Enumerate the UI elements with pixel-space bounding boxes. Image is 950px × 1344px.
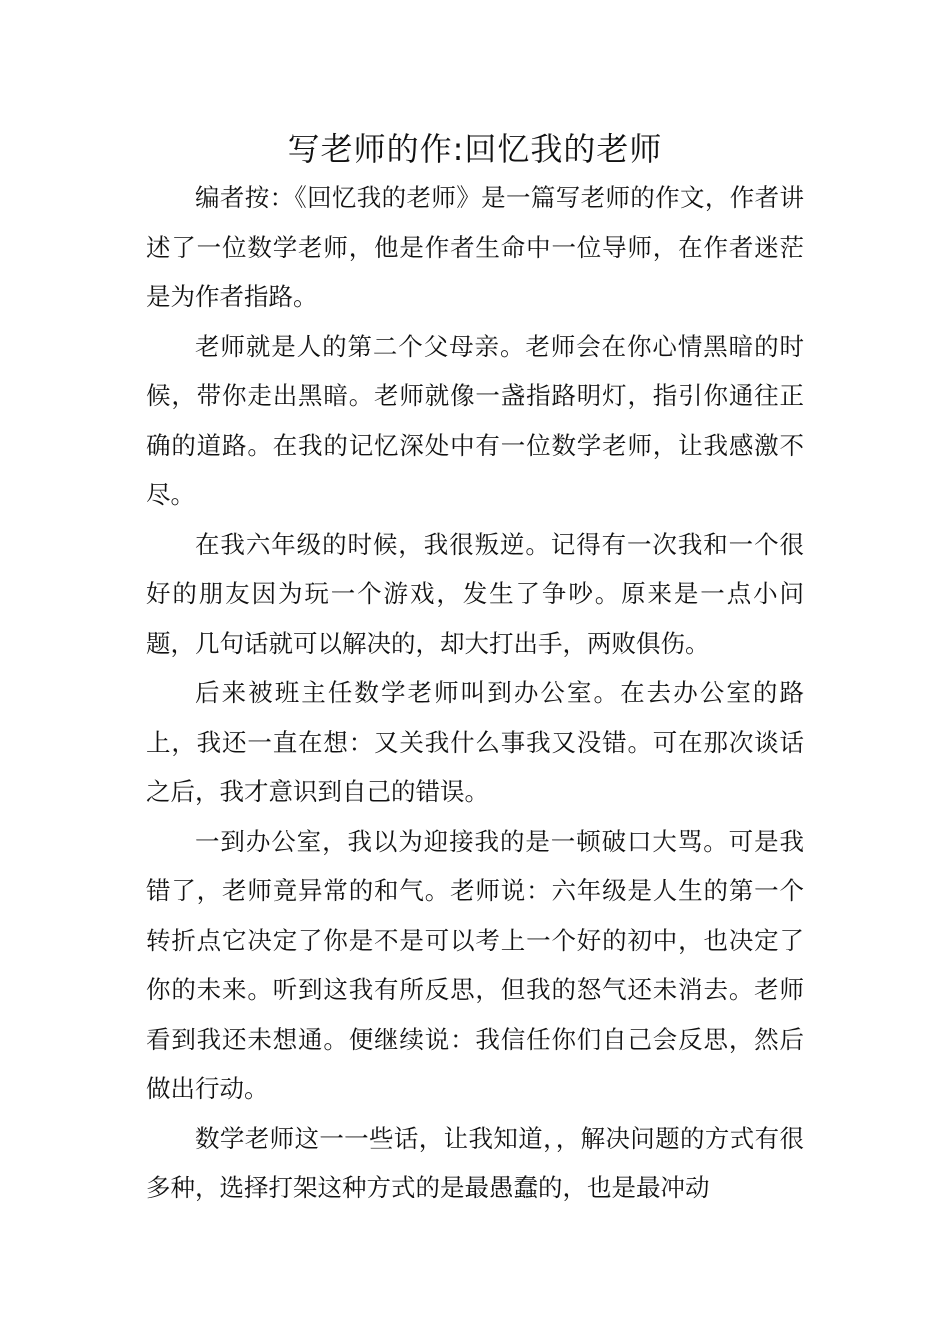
paragraph-2: 在我六年级的时候，我很叛逆。记得有一次我和一个很好的朋友因为玩一个游戏，发生了争吵。原来是一点小问题，几句话就可以解决的，却大打出手，两败俱伤。 <box>146 529 804 658</box>
document-title: 写老师的作:回忆我的老师 <box>287 130 663 168</box>
paragraph-4: 一到办公室，我以为迎接我的是一顿破口大骂。可是我错了，老师竟异常的和气。老师说：六年级是人生的第一个转折点它决定了你是不是可以考上一个好的初中，也决定了你的未来。听到这我有所反思，但我的怒气还未消去。老师看到我还未想通。便继续说：我信任你们自己会反思，然后做出行动。 <box>146 826 804 1103</box>
paragraph-5: 数学老师这一一些话，让我知道，，解决问题的方式有很多种，选择打架这种方式的是最愚蠢的，也是最冲动 <box>146 1123 804 1202</box>
paragraph-editor-note: 编者按：《回忆我的老师》是一篇写老师的作文，作者讲述了一位数学老师，他是作者生命中一位导师，在作者迷茫是为作者指路。 <box>146 183 804 311</box>
paragraph-3: 后来被班主任数学老师叫到办公室。在去办公室的路上，我还一直在想：又关我什么事我又没错。可在那次谈话之后，我才意识到自己的错误。 <box>146 678 804 806</box>
paragraph-1: 老师就是人的第二个父母亲。老师会在你心情黑暗的时候，带你走出黑暗。老师就像一盏指路明灯，指引你通往正确的道路。在我的记忆深处中有一位数学老师，让我感激不尽。 <box>146 331 804 509</box>
